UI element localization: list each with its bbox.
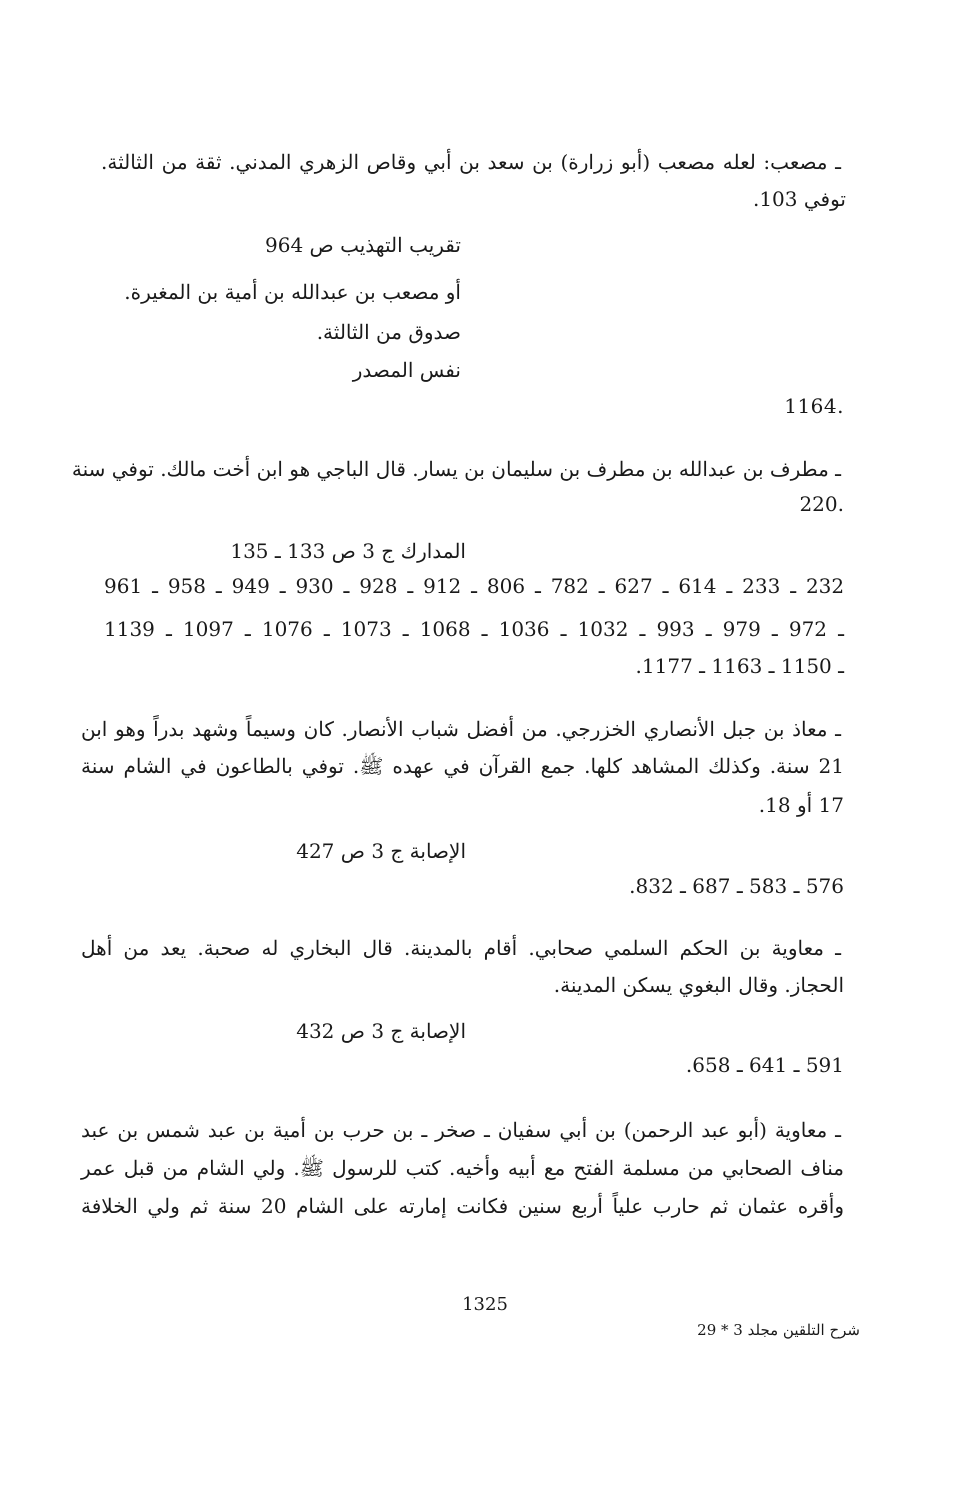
entry-5-line-3: وأقره عثمان ثم حارب علياً أربع سنين فكانت إمارته على الشام 20 سنة ثم ولي الخلافة — [81, 1194, 844, 1218]
entry-5-line-2: مناف الصحابي من مسلمة الفتح مع أبيه وأخيه. كتب للرسول ﷺ. ولي الشام من قبل عمر — [81, 1156, 844, 1180]
entry-1-citation: تقريب التهذيب ص 964 — [265, 233, 461, 257]
entry-1-line-1: ـ مصعب: لعله مصعب (أبو زرارة) بن سعد بن أبي وقاص الزهري المدني. ثقة من الثالثة. — [101, 150, 841, 174]
entry-1-line-2: توفي 103. — [752, 187, 846, 211]
entry-4-line-1: ـ معاوية بن الحكم السلمي صحابي. أقام بالمدينة. قال البخاري له صحبة. يعد من أهل — [81, 936, 841, 960]
page-number: 1325 — [462, 1294, 508, 1315]
entry-4-line-2: الحجاز. وقال البغوي يسكن المدينة. — [553, 973, 844, 997]
entry-3-citation: الإصابة ج 3 ص 427 — [296, 839, 466, 863]
entry-1-extra-2: صدوق من الثالثة. — [316, 320, 461, 344]
entry-2-numbers-1: 232 ـ 233 ـ 614 ـ 627 ـ 782 ـ 806 ـ 912 ـ 928 ـ 930 ـ 949 ـ 958 ـ 961 — [104, 574, 845, 598]
entry-2-line-2: .220 — [799, 492, 844, 516]
entry-4-citation: الإصابة ج 3 ص 432 — [296, 1019, 466, 1043]
entry-2-numbers-2: ـ 972 ـ 979 ـ 993 ـ 1032 ـ 1036 ـ 1068 ـ 1073 ـ 1076 ـ 1097 ـ 1139 — [104, 617, 844, 641]
entry-2-numbers-3: ـ 1150 ـ 1163 ـ 1177. — [635, 654, 844, 678]
entry-2-line-1: ـ مطرف بن عبدالله بن مطرف بن سليمان بن يسار. قال الباجي هو ابن أخت مالك. توفي سنة — [71, 457, 841, 481]
entry-5-line-1: ـ معاوية (أبو عبد الرحمن) بن أبي سفيان ـ صخر ـ بن حرب بن أمية بن عبد شمس بن عبد — [81, 1118, 841, 1142]
entry-2-citation: المدارك ج 3 ص 133 ـ 135 — [230, 539, 466, 563]
entry-3-numbers-1: 576 ـ 583 ـ 687 ـ 832. — [629, 874, 844, 898]
entry-4-numbers-1: 591 ـ 641 ـ 658. — [685, 1053, 844, 1077]
footer-signature: شرح التلقين مجلد 3 * 29 — [697, 1321, 860, 1339]
entry-1-numbers-1: .1164 — [784, 394, 844, 418]
entry-3-line-3: 17 أو 18. — [758, 793, 844, 817]
entry-3-line-1: ـ معاذ بن جبل الأنصاري الخزرجي. من أفضل شباب الأنصار. كان وسيماً وشهد بدراً وهو ابن — [81, 717, 841, 741]
entry-1-extra-3: نفس المصدر — [352, 358, 461, 382]
entry-3-line-2: 21 سنة. وكذلك المشاهد كلها. جمع القرآن في عهده ﷺ. توفي بالطاعون في الشام سنة — [81, 754, 844, 778]
entry-1-extra-1: أو مصعب بن عبدالله بن أمية بن المغيرة. — [124, 280, 461, 304]
